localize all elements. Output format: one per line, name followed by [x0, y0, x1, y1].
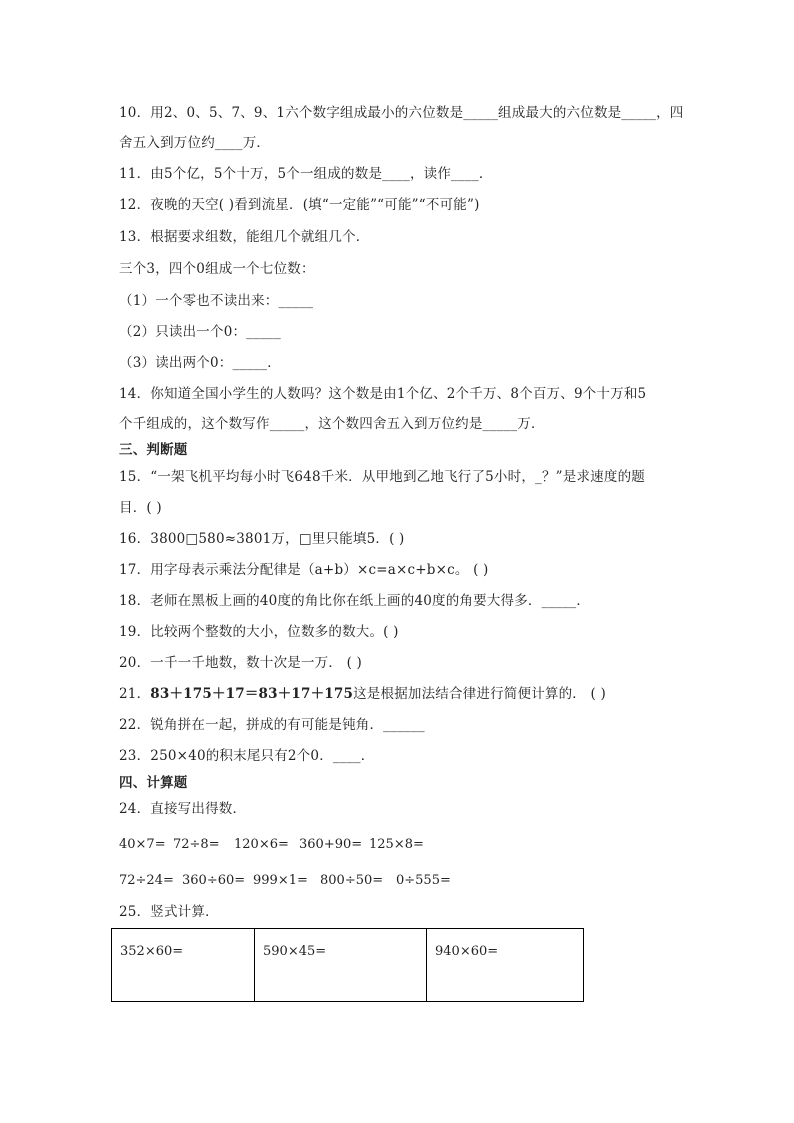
question-13-part-2: （2）只读出一个0：_____: [119, 324, 281, 340]
question-21-expression: 83＋175＋17＝83＋17＋175: [150, 686, 354, 702]
question-12: 12．夜晚的天空( )看到流星．(填“一定能”“可能”“不可能”): [119, 197, 480, 213]
calc-row-2: [119, 872, 679, 892]
calc-item: 360÷60=: [182, 873, 246, 888]
calc-item: 40×7=: [119, 837, 166, 852]
calc-item: 999×1=: [253, 873, 308, 888]
question-16: 16．3800□580≈3801万，□里只能填5．( ): [119, 531, 405, 547]
calc-item: 120×6=: [234, 837, 289, 852]
question-15-line-1: 15．“一架飞机平均每小时飞648千米．从甲地到乙地飞行了5小时，_？”是求速度的题: [119, 469, 645, 485]
question-21-text: 这是根据加法结合律进行简便计算的． ( ): [353, 686, 606, 702]
question-19: 19．比较两个整数的大小，位数多的数大。( ): [119, 624, 399, 640]
calc-item: 360+90=: [299, 837, 363, 852]
table-row: [112, 929, 584, 1002]
calc-row-1: [119, 836, 679, 856]
table-cell: 352×60=: [112, 929, 255, 1002]
question-18: 18．老师在黑板上画的40度的角比你在纸上画的40度的角要大得多．_____．: [119, 593, 591, 609]
question-20: 20．一千一千地数，数十次是一万． ( ): [119, 655, 362, 671]
section-4-heading: 四、计算题: [119, 775, 188, 791]
calc-item: 72÷8=: [173, 837, 220, 852]
question-24: 24．直接写出得数．: [119, 801, 247, 817]
table-cell: 590×45=: [255, 929, 427, 1002]
calc-item: 800÷50=: [320, 873, 384, 888]
question-13: 13．根据要求组数，能组几个就组几个．: [119, 229, 370, 245]
calc-item: 125×8=: [369, 837, 424, 852]
question-14-line-1: 14．你知道全国小学生的人数吗？这个数是由1个亿、2个千万、8个百万、9个十万和5: [119, 386, 647, 402]
vertical-calc-table: [111, 928, 584, 1002]
question-21-number: 21．: [119, 686, 151, 702]
question-13-part-3: （3）读出两个0：_____．: [119, 355, 281, 371]
question-21: [119, 684, 606, 704]
question-13-intro: 三个3，四个0组成一个七位数：: [119, 261, 315, 277]
question-23: 23．250×40的积末尾只有2个0．____．: [119, 748, 375, 764]
calc-item: 0÷555=: [396, 873, 451, 888]
question-17: 17．用字母表示乘法分配律是（a+b）×c=a×c+b×c。 ( ): [119, 562, 489, 578]
question-11: 11．由5个亿，5个十万，5个一组成的数是____，读作____．: [119, 166, 493, 182]
question-22: 22．锐角拼在一起，拼成的有可能是钝角．______: [119, 717, 425, 733]
question-10-line-1: 10．用2、0、5、7、9、1六个数字组成最小的六位数是_____组成最大的六位数是_____，四: [119, 105, 684, 121]
question-14-line-2: 个千组成的，这个数写作_____，这个数四舍五入到万位约是_____万．: [119, 416, 545, 432]
question-10-line-2: 舍五入到万位约____万．: [119, 135, 271, 151]
question-13-part-1: （1）一个零也不读出来：_____: [119, 293, 314, 309]
section-3-heading: 三、判断题: [119, 442, 188, 458]
table-cell: 940×60=: [427, 929, 584, 1002]
question-25: 25．竖式计算．: [119, 904, 219, 920]
question-15-line-2: 目．( ): [119, 500, 162, 516]
calc-item: 72÷24=: [119, 873, 174, 888]
